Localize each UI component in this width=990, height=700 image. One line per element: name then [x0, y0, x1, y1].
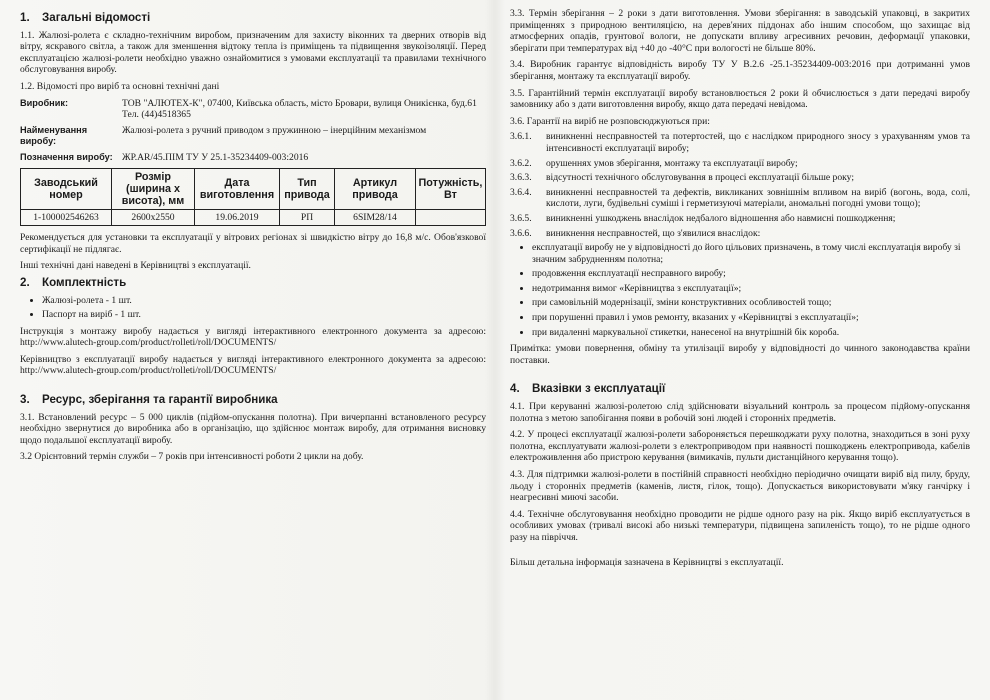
paragraph-4-3: 4.3. Для підтримки жалюзі-ролети в постійній справності необхідно періодично очищати виріб від пилу, бруду, льоду і сторонніх предметів (каменів, листя, гілок, тощо). Допускається використовувати м'яку ганчірку і неагресивні миючі засоби. — [510, 469, 970, 504]
section-4-title: 4. Вказівки з експлуатації — [510, 382, 666, 396]
table-cell: 6SIM28/14 — [335, 209, 416, 226]
paragraph-4-1: 4.1. При керуванні жалюзі-ролетою слід здійснювати візуальний контроль за процесом підйому-опускання полотна з метою запобігання появи в робочій зоні людей і сторонніх предметів. — [510, 401, 970, 424]
table-cell — [416, 209, 486, 226]
wind-recommendation: Рекомендується для установки та експлуатації у вітрових регіонах зі швидкістю вітру до 16,8 м/с. Обов'язкової сертифікації не підлягає. — [20, 232, 486, 255]
right-column — [510, 8, 970, 573]
list-item: 3.6.1. виникненні несправностей та потертостей, що є наслідком природного зносу з урахуванням умов та інтенсивності експлуатації виробу; — [510, 131, 970, 154]
paragraph-3-6: 3.6. Гарантії на виріб не розповсюджуються при: — [510, 115, 710, 127]
list-item: • при самовільній модернізації, зміни конструктивних особливостей тощо; — [532, 297, 970, 309]
paragraph-1-1: 1.1. Жалюзі-ролета є складно-технічним виробом, призначеним для захисту віконних та дверних отворів від вітру, яскравого світла, а також для зменшення відтоку тепла із приміщень та підвищення звукоізоляції. Перед експлуатацією жалюзі-ролети необхідно уважно ознайомитися з умовами експлуатації та правилами технічного обслуговування виробу. — [20, 29, 486, 76]
spec-table — [20, 168, 486, 227]
list-item: 3.6.6. виникнення несправностей, що з'явилися внаслідок: — [510, 227, 761, 239]
product-designation-value: ЖР.AR/45.ПІМ ТУ У 25.1-35234409-003:2016 — [122, 151, 309, 163]
paragraph-3-2: 3.2 Орієнтовний термін служби – 7 років при інтенсивності роботи 2 цикли на добу. — [20, 451, 364, 463]
section-2-title: 2. Комплектність — [20, 275, 127, 289]
manufacturer-value: ТОВ "АЛЮТЕХ-К", 07400, Київська область, місто Бровари, вулиця Оникієнка, буд.61 — [122, 97, 477, 109]
paragraph-3-3: 3.3. Термін зберігання – 2 роки з дати виготовлення. Умови зберігання: в заводській упаковці, в закритих приміщеннях з природною вентиляцією, на дерев'яних піддонах або іншим способом, що захищає від атмосферних опадів, грунтової вологи, не допускати впливу агресивних речовин, деформації упаковки, зберігати при температурах від +40 до -40°С при вологості не більше 80%. — [510, 8, 970, 54]
paragraph-4-2: 4.2. У процесі експлуатації жалюзі-ролети забороняється перешкоджати руху полотна, знаходиться в зоні руху полотна, експлуатувати жалюзі-ролети з електроприводом при наявності пошкоджень електропривода, кабелів електроживлення або пристрою керування (вимикачів, пульти дистанційного керування тощо). — [510, 429, 970, 464]
table-header: Потужність, Вт — [416, 168, 486, 209]
list-item: 3.6.2. орушеннях умов зберігання, монтажу та експлуатації виробу; — [510, 157, 798, 169]
section-3-title: 3. Ресурс, зберігання та гарантії виробника — [20, 393, 278, 407]
list-item: • експлуатації виробу не у відповідності до його цільових призначень, в тому числі експлуатація виробу зі значним забрудненням полотна; — [532, 242, 970, 265]
product-name-value: Жалюзі-ролета з ручний приводом з пружинною – інерційним механізмом — [122, 124, 427, 136]
paragraph-3-5: 3.5. Гарантійний термін експлуатації виробу встановлюється 2 роки й обчислюється з дати передачі виробу замовнику або з дати виготовлення виробу, якщо дата передачі невідома. — [510, 87, 970, 111]
paragraph-3-4: 3.4. Виробник гарантує відповідність виробу ТУ У В.2.6 -25.1-35234409-003:2016 при дотриманні умов зберігання, монтажу та експлуатації виробу. — [510, 59, 970, 82]
list-item: • Жалюзі-ролета - 1 шт. — [42, 295, 486, 307]
list-item: • при видаленні маркувальної стикетки, нанесеної на внутрішній бік короба. — [532, 327, 970, 339]
section-1-title: 1. Загальні відомості — [20, 11, 151, 24]
paragraph-3-1: 3.1. Встановлений ресурс – 5 000 циклів (підйом-опускання полотна). При вичерпанні встановленого ресурсу необхідно звернутися до виробника або в організацію, що здійснює монтаж виробу, для отримання висновку щодо подальшої експлуатації виробу. — [20, 411, 486, 446]
table-header: Заводський номер — [21, 168, 112, 209]
list-item: 3.6.3. відсутності технічного обслуговування в процесі експлуатації більше року; — [510, 172, 854, 184]
product-name-row — [20, 125, 486, 148]
table-header: Артикул привода — [335, 168, 416, 209]
list-item: • продовження експлуатації несправного виробу; — [532, 268, 970, 280]
other-data-note: Інші технічні дані наведені в Керівництві з експлуатації. — [20, 260, 251, 272]
table-cell: 2600х2550 — [112, 209, 195, 226]
manufacturer-label: Виробник: — [20, 97, 69, 108]
list-item: • недотримання вимог «Керівництва з експлуатації»; — [532, 283, 970, 295]
product-designation-label: Позначення виробу: — [20, 151, 113, 162]
table-cell: РП — [280, 209, 335, 226]
product-name-label: Найменування виробу: — [20, 124, 88, 147]
more-info-note: Більш детальна інформація зазначена в Керівництві з експлуатації. — [510, 556, 784, 568]
table-header: Розмір (ширина х висота), мм — [112, 168, 195, 209]
list-item: 3.6.4. виникненні несправностей та дефектів, викликаних зовнішнім впливом на виріб (вогонь, вода, солі, кислоти, луги, будівельні суміші і герметизуючі матеріали, аномальні погодні умови тощо); — [510, 186, 970, 210]
list-item: • при порушенні правил і умов ремонту, вказаних у «Керівництві з експлуатації»; — [532, 312, 970, 324]
table-row — [21, 209, 486, 226]
manufacturer-phone: Тел. (44)4518365 — [122, 109, 191, 121]
operation-manual-note: Керівництво з експлуатації виробу надається у вигляді інтерактивного електронного документа за адресою: http://www.alutech-group.com/product/rolleti/roll/DOCUMENTS/ — [20, 353, 486, 377]
table-cell: 19.06.2019 — [195, 209, 280, 226]
paragraph-1-2: 1.2. Відомості про виріб та основні технічні дані — [20, 80, 220, 92]
paragraph-4-4: 4.4. Технічне обслуговування необхідно проводити не рідше одного разу на рік. Якщо виріб експлуатується в особливих умовах (тривалі високі або низькі температури, підвищена запиленість тощо), то не рідше одного разу на півріччя. — [510, 508, 970, 543]
list-item: • Паспорт на виріб - 1 шт. — [42, 309, 486, 321]
table-cell: 1-100002546263 — [21, 209, 112, 226]
install-instruction-note: Інструкція з монтажу виробу надається у вигляді інтерактивного електронного документа за адресою: http://www.alutech-group.com/product/rolleti/roll/DOCUMENTS/ — [20, 325, 486, 349]
table-header-row — [21, 168, 486, 209]
manufacturer-row — [20, 98, 486, 121]
table-header: Дата виготовлення — [195, 168, 280, 209]
note-paragraph: Примітка: умови повернення, обміну та утилізації виробу у відповідності до чинного законодавства країни поставки. — [510, 343, 970, 366]
exclusions-list — [510, 242, 970, 338]
left-column — [20, 8, 486, 468]
product-designation-row — [20, 152, 486, 164]
list-item: 3.6.5. виникненні ушкоджень внаслідок недбалого відношення або навмисні пошкодження; — [510, 212, 896, 224]
kit-list — [20, 295, 486, 321]
table-header: Тип привода — [280, 168, 335, 209]
